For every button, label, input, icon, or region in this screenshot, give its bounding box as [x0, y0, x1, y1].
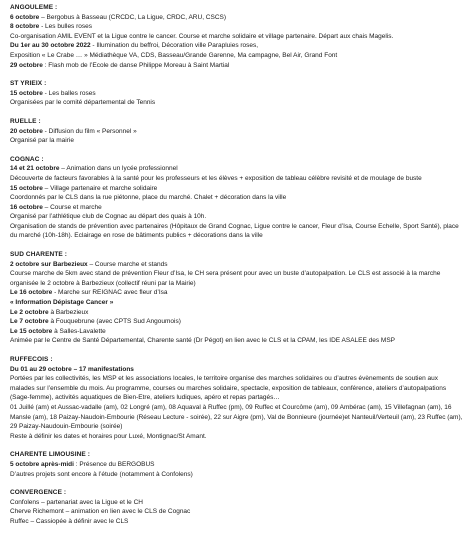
event-description: Ruffec – Cassiopée à définir avec le CLS: [10, 517, 129, 525]
section-title: RUELLE :: [10, 117, 41, 125]
section-sud-charente: [10, 250, 464, 346]
event-line: 20 octobre - Diffusion du film « Personnel »: [10, 127, 137, 135]
event-description: Cherve Richemont – animation en lien avec le CLS de Cognac: [10, 508, 191, 516]
event-description: 01 Juillé (am) et Aussac-vadalle (am), 02 Longré (am), 08 Aquaval à Ruffec (pm), 09 Ruffec et Courcôme (am), 09 Ambérac (am), 15 Villefagnan (am), 16 Mansle (am), 18 Paizay-Naudoin-Embourie (Réseau Lecture - soirée), 22 sur Aigre (pm), Val de Bonnieure (journée)et Nanteuil/Verteuil (am), 23 Ruffec (am), 29 Paizay-Naudouin-Embourie (soirée): [10, 403, 463, 431]
event-line: 29 octobre : Flash mob de l’Ecole de danse Philippe Moreau à Saint Martial: [10, 61, 230, 69]
event-line: Le 2 octobre à Barbezieux: [10, 308, 89, 316]
event-line: Le 15 octobre à Salles-Lavalette: [10, 327, 106, 335]
event-line: Du 01 au 29 octobre – 17 manifestations: [10, 365, 134, 373]
event-line: Le 7 octobre à Fouquebrune (avec CPTS Sud Angoumois): [10, 318, 181, 326]
section-charente-limousine: [10, 450, 464, 479]
event-description: Exposition « Le Crabe … » Médiathèque VA, CDS, Basseau/Grande Garenne, Ma campagne, Bel Air, Grand Font: [10, 51, 338, 59]
event-line: 14 et 21 octobre – Animation dans un lycée professionnel: [10, 165, 178, 173]
section-title: RUFFECOIS :: [10, 356, 53, 363]
event-description: Portées par les collectivités, les MSP et les associations locales, le territoire organise des marches solidaires ou d’autres évènements de soutien aux malades sur l’ensemble du mois. Au programme, courses ou marches solidaire, spectacle, exposition de tableaux, conférence, ateliers d’autopalpations (Sage-femme), activités aquatiques de Bien-Etre, ateliers ludiques, apéro et repas partagés…: [10, 375, 447, 402]
event-description: Confolens – partenariat avec la Ligue et le CH: [10, 498, 143, 506]
section-title: ANGOULEME :: [10, 4, 58, 11]
section-title: CHARENTE LIMOUSINE :: [10, 451, 90, 459]
event-description: D’autres projets sont encore à l’étude (notamment à Confolens): [10, 470, 193, 478]
section-ruffecois: [10, 355, 464, 441]
section-title: ST YRIEIX :: [10, 80, 47, 88]
event-description: Animée par le Centre de Santé Départemental, Charente santé (Dr Pégot) en lien avec le CLS et la CPAM, les IDE ASALEE des MSP: [10, 337, 396, 345]
event-description: Découverte de facteurs favorables à la santé pour les professeurs et les élèves + exposition de tableau célèbre revisité et de moulage de buste: [10, 174, 422, 182]
event-line: 15 octobre – Village partenaire et marche solidaire: [10, 184, 158, 192]
event-description: Co-organisation AMIL EVENT et la Ligue contre le cancer. Course et marche solidaire et village partenaire. Départ aux chais Magelis.: [10, 32, 394, 40]
event-description: Organisé par l’athlétique club de Cognac au départ des quais à 10h.: [10, 213, 207, 221]
section-title: SUD CHARENTE :: [10, 251, 68, 259]
event-description: Organisées par le comité départemental de Tennis: [10, 99, 156, 107]
section-angouleme: [10, 3, 464, 70]
section-convergence: [10, 488, 464, 526]
event-description: Course marche de 5km avec stand de prévention Fleur d’Isa, le CH sera présent pour avec un buste d’autopalpation. Le CLS est associé à la marche organisée le 2 octobre à Barbezieux (collectif réuni par la Mairie): [10, 270, 441, 287]
event-description: Coordonnés par le CLS dans la rue piétonne, place du marché. Chalet + décoration dans la ville: [10, 194, 287, 202]
event-line: 16 octobre – Course et marche: [10, 203, 102, 211]
event-line: 6 octobre – Bergobus à Basseau (CRCDC, La Ligue, CRDC, ARU, CSCS): [10, 13, 227, 21]
section-cognac: [10, 155, 464, 241]
section-title: CONVERGENCE :: [10, 489, 67, 497]
event-line: 5 octobre après-midi : Présence du BERGOBUS: [10, 460, 155, 468]
section-title: COGNAC :: [10, 155, 44, 163]
event-line: Le 16 octobre - Marche sur REIGNAC avec fleur d’Isa: [10, 289, 168, 297]
section-st-yrieix: [10, 79, 464, 108]
section-ruelle: [10, 117, 464, 146]
event-line: 8 octobre - Les bulles roses: [10, 23, 93, 31]
event-description: Reste à définir les dates et horaires pour Luxé, Montignac/St Amant.: [10, 432, 207, 440]
event-line: « Information Dépistage Cancer »: [10, 299, 114, 307]
event-description: Organisation de stands de prévention avec partenaires (Hôpitaux de Grand Cognac, Ligue contre le cancer, Fleur d’Isa, Course Echelle, Sport Santé), place du marché (10h-18h). Eclairage en rose de bâtiments publics + décorations dans la ville: [10, 222, 459, 240]
event-line: Du 1er au 30 octobre 2022 - Illumination du beffroi, Décoration ville Parapluies roses,: [10, 42, 259, 50]
event-description: Organisé par la mairie: [10, 137, 74, 145]
event-line: 2 octobre sur Barbezieux – Course marche et stands: [10, 260, 168, 268]
event-line: 15 octobre - Les balles roses: [10, 89, 96, 97]
